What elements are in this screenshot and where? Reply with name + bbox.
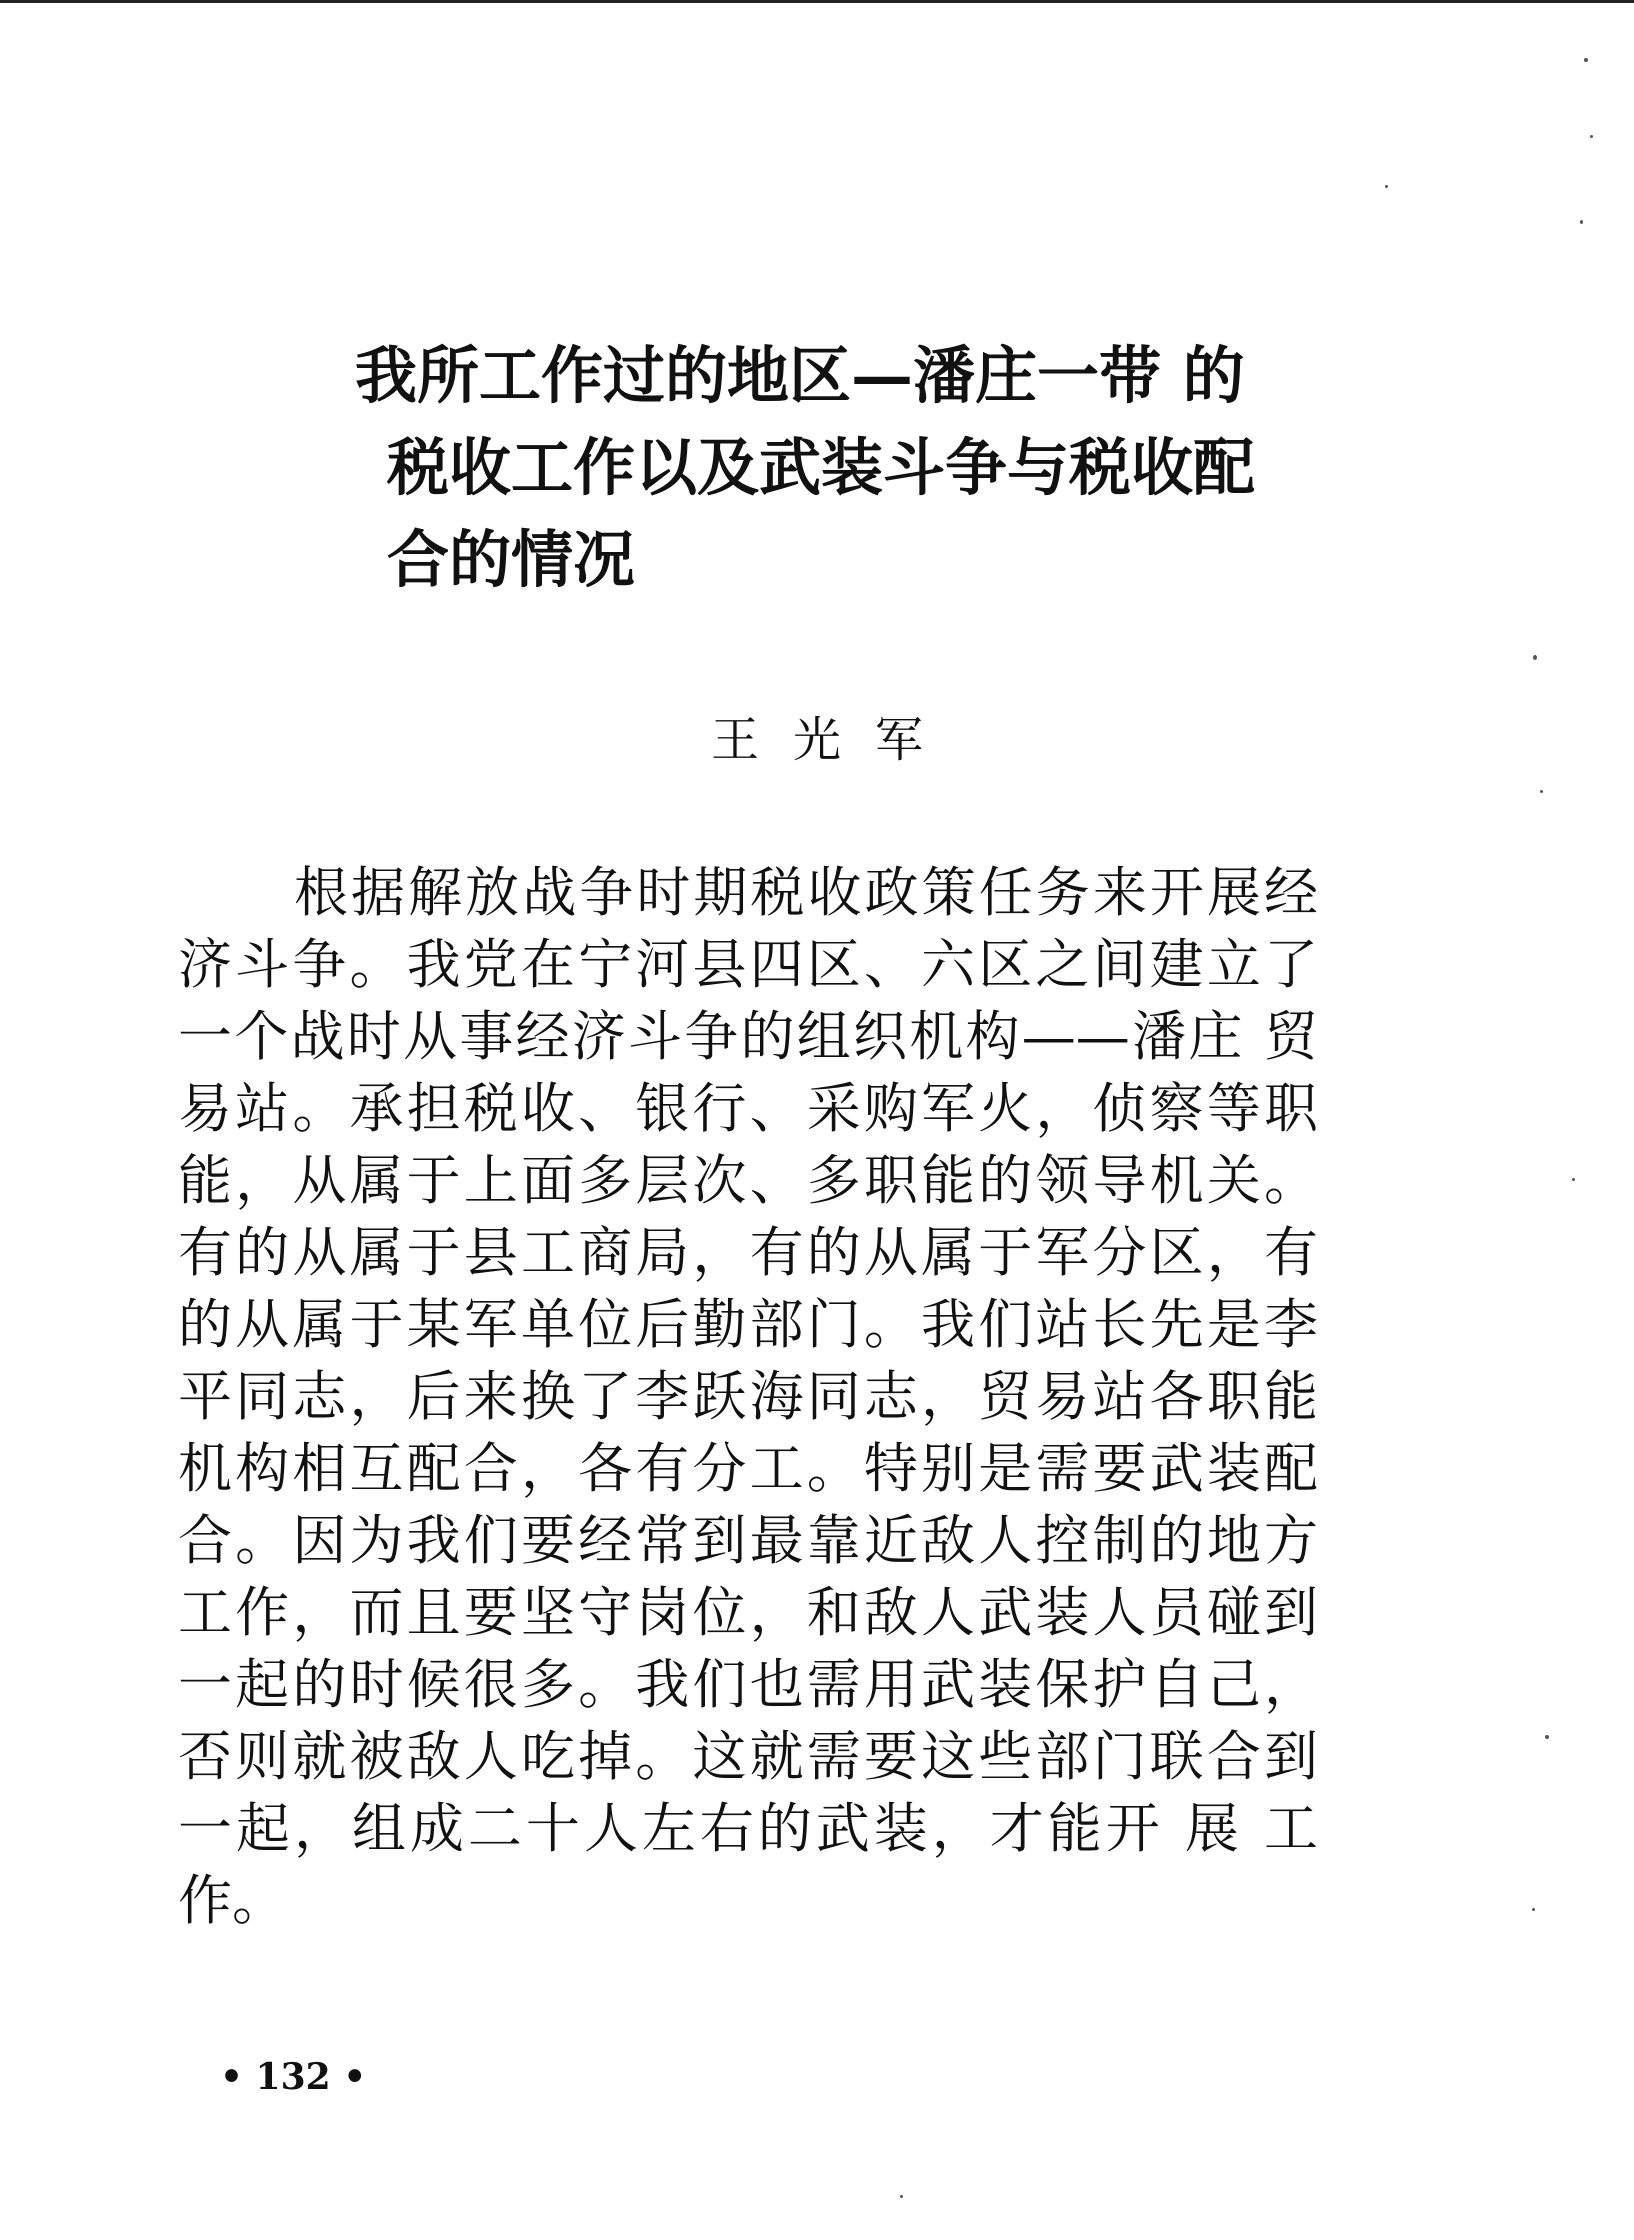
body-line: 否则就被敌人吃掉。这就需要这些部门联合到 [178, 1725, 1318, 1788]
body-line: 根据解放战争时期税收政策任务来开展经 [294, 861, 1318, 924]
scan-speck [1584, 58, 1588, 62]
article-title [355, 330, 1315, 606]
author-name: 王光军 [710, 712, 957, 768]
body-line: 济斗争。我党在宁河县四区、六区之间建立了 [178, 933, 1318, 996]
body-line: 一个战时从事经济斗争的组织机构——潘庄 贸 [178, 1005, 1318, 1068]
body-line: 的从属于某军单位后勤部门。我们站长先是李 [178, 1293, 1318, 1356]
title-line-2: 税收工作以及武装斗争与税收配 [387, 431, 1256, 504]
body-line: 工作，而且要坚守岗位，和敌人武装人员碰到 [178, 1581, 1318, 1644]
body-line: 作。 [178, 1869, 286, 1932]
scan-speck [1545, 1735, 1549, 1739]
scan-speck [900, 2195, 903, 2198]
title-line-1: 我所工作过的地区—潘庄一带 的 [355, 339, 1245, 412]
scan-speck [1385, 185, 1388, 188]
scan-speck [1580, 220, 1583, 224]
body-line: 合。因为我们要经常到最靠近敌人控制的地方 [178, 1509, 1318, 1572]
article-body [178, 857, 1318, 1937]
scan-speck [1540, 790, 1543, 793]
body-line: 能，从属于上面多层次、多职能的领导机关。 [178, 1149, 1318, 1212]
scan-speck [1532, 1908, 1535, 1911]
body-line: 平同志，后来换了李跃海同志，贸易站各职能 [178, 1365, 1318, 1428]
body-line: 有的从属于县工商局，有的从属于军分区，有 [178, 1221, 1318, 1284]
page-top-edge [0, 0, 1634, 3]
page-number: • 132 • [220, 2056, 367, 2098]
scan-speck [1533, 655, 1537, 660]
title-line-3: 合的情况 [387, 523, 636, 596]
scan-speck [1572, 1178, 1575, 1181]
body-line: 一起，组成二十人左右的武装，才能开 展 工 [178, 1797, 1318, 1860]
body-line: 易站。承担税收、银行、采购军火，侦察等职 [178, 1077, 1318, 1140]
body-line: 机构相互配合，各有分工。特别是需要武装配 [178, 1437, 1318, 1500]
body-line: 一起的时候很多。我们也需用武装保护自己， [178, 1653, 1318, 1716]
scan-speck [1590, 135, 1593, 138]
